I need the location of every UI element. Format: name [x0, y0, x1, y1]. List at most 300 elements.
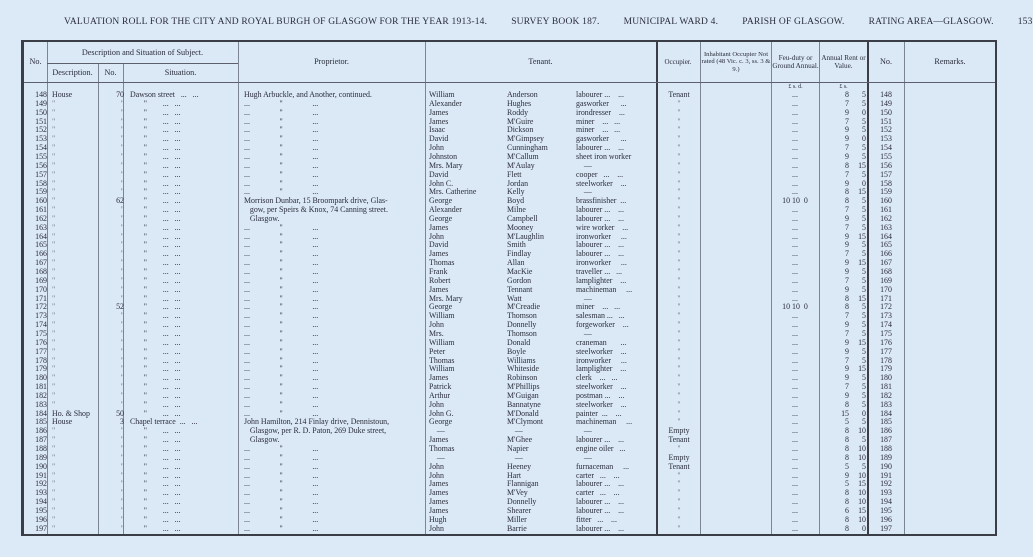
rent-pounds: 8 [845, 452, 849, 462]
rent-shillings: 15 [858, 505, 866, 515]
tenant-first-name: Hugh [429, 514, 447, 524]
row-number-right: 173 [880, 311, 892, 321]
tenant-surname: Robinson [507, 373, 538, 383]
rent-pounds: 9 [845, 134, 849, 144]
row-number: 173 [35, 311, 47, 321]
table-row [24, 347, 995, 356]
row-number-right: 178 [880, 355, 892, 365]
occupier: " [677, 134, 681, 144]
proprietor: ... " ... [244, 302, 319, 312]
feu-duty: ... [792, 293, 798, 303]
rent-pounds: 8 [845, 302, 849, 312]
feu-duty: ... [792, 125, 798, 135]
tenant-surname: Flett [507, 169, 522, 179]
rent-pounds: 6 [845, 505, 849, 515]
description: " [52, 240, 56, 250]
table-row [24, 179, 995, 188]
occupation: labourer ... ... [576, 479, 624, 489]
rent-shillings: 5 [862, 390, 866, 400]
rent-pounds: 8 [845, 187, 849, 197]
rent-pounds: 15 [841, 408, 849, 418]
rent-pounds: 7 [845, 205, 849, 215]
occupier: " [677, 116, 681, 126]
row-number: 171 [35, 293, 47, 303]
feu-duty: ... [792, 320, 798, 330]
table-row [24, 170, 995, 179]
table-row [24, 187, 995, 196]
occupier: " [677, 275, 681, 285]
tenant-surname: Barrie [507, 523, 527, 533]
description: " [52, 302, 56, 312]
proprietor: ... " ... [244, 364, 319, 374]
occupation: carter ... ... [576, 488, 620, 498]
rent-shillings: 5 [862, 240, 866, 250]
rent-shillings: 15 [858, 293, 866, 303]
proprietor: ... " ... [244, 337, 319, 347]
tenant-surname: Campbell [507, 213, 538, 223]
occupier: " [677, 417, 681, 427]
rent-shillings: 5 [862, 346, 866, 356]
feu-duty: ... [792, 160, 798, 170]
proprietor: ... " ... [244, 240, 319, 250]
rent-shillings: 5 [862, 382, 866, 392]
rent-pounds: 5 [845, 461, 849, 471]
situation: " ... ... [130, 505, 181, 515]
situation: " ... ... [130, 205, 181, 215]
tenant-surname: Milne [507, 205, 526, 215]
occupation: miner ... ... [576, 125, 621, 135]
house-number: " [120, 240, 124, 250]
row-number-right: 182 [880, 390, 892, 400]
row-number: 151 [35, 116, 47, 126]
tenant-first-name: Isaac [429, 125, 446, 135]
feu-duty: ... [792, 382, 798, 392]
table-row [24, 426, 995, 435]
situation: " ... ... [130, 373, 181, 383]
proprietor: ... " ... [244, 169, 319, 179]
occupation: clerk ... ... [576, 373, 618, 383]
house-number: " [120, 435, 124, 445]
table-row [24, 515, 995, 524]
row-number: 189 [35, 452, 47, 462]
situation: " ... ... [130, 337, 181, 347]
tenant-surname: M'Laughlin [507, 231, 544, 241]
house-number: " [120, 151, 124, 161]
row-number: 160 [35, 196, 47, 206]
tenant-surname: Hart [507, 470, 522, 480]
description: " [52, 125, 56, 135]
description: " [52, 346, 56, 356]
rent-shillings: 5 [862, 311, 866, 321]
occupation: painter ... ... [576, 408, 622, 418]
house-number: " [120, 160, 124, 170]
row-number: 154 [35, 143, 47, 153]
tenant-first-name: John [429, 470, 444, 480]
tenant-first-name: Mrs. Mary [429, 293, 463, 303]
rent-pounds: 9 [845, 107, 849, 117]
occupier: " [677, 390, 681, 400]
table-row [24, 223, 995, 232]
occupation: — [576, 328, 592, 338]
occupier: " [677, 178, 681, 188]
row-number: 155 [35, 151, 47, 161]
tenant-surname: Flannigan [507, 479, 539, 489]
proprietor: ... " ... [244, 143, 319, 153]
occupier: " [677, 444, 681, 453]
occupation: furnaceman ... [576, 461, 630, 471]
occupation: ironworker ... [576, 231, 627, 241]
row-number-right: 170 [880, 284, 892, 294]
table-row [24, 143, 995, 152]
occupier: " [677, 187, 681, 197]
rent-pounds: 9 [845, 284, 849, 294]
feu-duty: ... [792, 231, 798, 241]
rent-pounds: 7 [845, 328, 849, 338]
table-row [24, 435, 995, 444]
proprietor: ... " ... [244, 275, 319, 285]
rating-area: RATING AREA—GLASGOW. [868, 17, 994, 27]
occupation: engine oiler ... [576, 444, 626, 453]
situation: " ... ... [130, 249, 181, 259]
situation: " ... ... [130, 275, 181, 285]
tenant-surname: M'Guigan [507, 390, 539, 400]
tenant-surname: Donnelly [507, 320, 537, 330]
occupier: " [677, 505, 681, 515]
tenant-surname: Kelly [507, 187, 525, 197]
occupation: labourer ... ... [576, 505, 624, 515]
house-number: " [120, 284, 124, 294]
row-number: 157 [35, 169, 47, 179]
rent-shillings: 5 [862, 355, 866, 365]
proprietor: gow, per Speirs & Knox, 74 Canning street. [244, 205, 388, 215]
feu-duty: ... [792, 523, 798, 533]
situation: " ... ... [130, 284, 181, 294]
tenant-surname: Williams [507, 355, 536, 365]
occupation: steelworker ... [576, 346, 627, 356]
house-number: " [120, 505, 124, 515]
feu-duty: ... [792, 373, 798, 383]
house-number: " [120, 205, 124, 215]
description: " [52, 178, 56, 188]
row-number: 165 [35, 240, 47, 250]
house-number: " [120, 373, 124, 383]
rent-shillings: 0 [862, 134, 866, 144]
row-number: 164 [35, 231, 47, 241]
house-number: 70 [116, 90, 124, 99]
rent-pounds: 8 [845, 497, 849, 507]
situation: " ... ... [130, 435, 181, 445]
row-number: 179 [35, 364, 47, 374]
rent-pounds: 7 [845, 116, 849, 126]
occupier: " [677, 346, 681, 356]
row-number-right: 196 [880, 514, 892, 524]
rent-pounds: 9 [845, 125, 849, 135]
tenant-surname: Roddy [507, 107, 529, 117]
rent-pounds: 8 [845, 514, 849, 524]
house-number: " [120, 213, 124, 223]
occupier: Tenant [668, 435, 690, 445]
tenant-first-name: James [429, 479, 449, 489]
house-number: " [120, 444, 124, 453]
situation: Chapel terrace ... ... [130, 417, 198, 427]
description: " [52, 107, 56, 117]
proprietor: ... " ... [244, 382, 319, 392]
occupier: " [677, 125, 681, 135]
tenant-surname: MacKie [507, 267, 533, 276]
occupier: " [677, 98, 681, 108]
occupier: " [677, 399, 681, 409]
tenant-first-name: Alexander [429, 98, 462, 108]
table-row [24, 125, 995, 134]
row-number-right: 180 [880, 373, 892, 383]
rent-pounds: 8 [845, 399, 849, 409]
row-number-right: 192 [880, 479, 892, 489]
row-number: 195 [35, 505, 47, 515]
tenant-first-name: George [429, 417, 453, 427]
tenant-surname: Anderson [507, 90, 538, 99]
description: " [52, 213, 56, 223]
row-number: 188 [35, 444, 47, 453]
header-proprietor: Proprietor. [314, 57, 349, 67]
tenant-surname: Shearer [507, 505, 532, 515]
occupier: " [677, 479, 681, 489]
situation: " ... ... [130, 461, 181, 471]
row-number-right: 197 [880, 523, 892, 533]
proprietor: ... " ... [244, 399, 319, 409]
house-number: " [120, 346, 124, 356]
tenant-first-name: James [429, 497, 449, 507]
description: " [52, 293, 56, 303]
occupation: carter ... ... [576, 470, 620, 480]
table-row [24, 276, 995, 285]
tenant-surname: Findlay [507, 249, 532, 259]
rent-shillings: 10 [858, 426, 866, 436]
description: " [52, 258, 56, 268]
proprietor: ... " ... [244, 134, 319, 144]
tenant-surname: Boyd [507, 196, 525, 206]
situation: " ... ... [130, 187, 181, 197]
description: " [52, 222, 56, 232]
parish: PARISH OF GLASGOW. [742, 17, 845, 27]
proprietor: ... " ... [244, 390, 319, 400]
row-number-right: 159 [880, 187, 892, 197]
house-number: " [120, 187, 124, 197]
situation: " ... ... [130, 390, 181, 400]
occupation: miner ... ... [576, 116, 621, 126]
table-row [24, 134, 995, 143]
feu-duty: ... [792, 461, 798, 471]
proprietor: ... " ... [244, 187, 319, 197]
tenant-surname: Mooney [507, 222, 534, 232]
table-row [24, 391, 995, 400]
row-number: 183 [35, 399, 47, 409]
occupier: " [677, 328, 681, 338]
tenant-first-name: James [429, 505, 449, 515]
description: " [52, 320, 56, 330]
table-row [24, 417, 995, 426]
proprietor: ... " ... [244, 444, 319, 453]
tenant-surname: M'Clymont [507, 417, 544, 427]
table-row [24, 311, 995, 320]
table-row [24, 488, 995, 497]
row-number-right: 154 [880, 143, 892, 153]
rent-shillings: 10 [858, 470, 866, 480]
feu-duty: ... [792, 275, 798, 285]
situation: " ... ... [130, 444, 181, 453]
table-row [24, 285, 995, 294]
description: " [52, 205, 56, 215]
rent-shillings: 0 [862, 523, 866, 533]
proprietor: ... " ... [244, 231, 319, 241]
header-tenant: Tenant. [528, 57, 553, 67]
table-row [24, 267, 995, 276]
house-number: " [120, 178, 124, 188]
rent-shillings: 5 [862, 461, 866, 471]
description: " [52, 249, 56, 259]
row-number-right: 195 [880, 505, 892, 515]
table-row [24, 506, 995, 515]
row-number-right: 152 [880, 125, 892, 135]
row-number-right: 164 [880, 231, 892, 241]
occupation: ironworker ... [576, 258, 627, 268]
description: " [52, 461, 56, 471]
tenant-surname: M'Ghee [507, 435, 533, 445]
row-number: 178 [35, 355, 47, 365]
header-description: Description. [52, 67, 93, 77]
row-number-right: 150 [880, 107, 892, 117]
feu-duty: ... [792, 116, 798, 126]
table-row [24, 356, 995, 365]
rent-shillings: 15 [858, 479, 866, 489]
occupation: — [576, 293, 592, 303]
house-number: " [120, 311, 124, 321]
occupation: sheet iron worker [576, 151, 632, 161]
tenant-surname: M'Callum [507, 151, 539, 161]
description: " [52, 426, 56, 436]
feu-duty: 10 10 0 [782, 196, 808, 206]
rent-pounds: 5 [845, 417, 849, 427]
situation: " ... ... [130, 151, 181, 161]
rent-pounds: 8 [845, 160, 849, 170]
row-number-right: 188 [880, 444, 892, 453]
proprietor: John Hamilton, 214 Finlay drive, Dennistoun, [244, 417, 390, 427]
feu-duty: ... [792, 514, 798, 524]
situation: " ... ... [130, 497, 181, 507]
row-number-right: 162 [880, 213, 892, 223]
description: " [52, 452, 56, 462]
occupier: " [677, 293, 681, 303]
tenant-first-name: David [429, 134, 449, 144]
situation: " ... ... [130, 258, 181, 268]
rent-shillings: 5 [862, 125, 866, 135]
tenant-surname: Donald [507, 337, 531, 347]
proprietor: ... " ... [244, 514, 319, 524]
row-number-right: 158 [880, 178, 892, 188]
rent-shillings: 5 [862, 320, 866, 330]
table-row [24, 320, 995, 329]
tenant-surname: Miller [507, 514, 527, 524]
house-number: " [120, 275, 124, 285]
house-number: 52 [116, 302, 124, 312]
feu-duty: ... [792, 426, 798, 436]
situation: " ... ... [130, 302, 181, 312]
house-number: " [120, 488, 124, 498]
rent-pounds: 9 [845, 258, 849, 268]
rent-shillings: 5 [862, 275, 866, 285]
proprietor: ... " ... [244, 523, 319, 533]
row-number: 162 [35, 213, 47, 223]
tenant-first-name: George [429, 302, 453, 312]
situation: " ... ... [130, 267, 181, 276]
row-number: 166 [35, 249, 47, 259]
situation: " ... ... [130, 293, 181, 303]
survey-book: SURVEY BOOK 187. [511, 17, 600, 27]
row-number: 148 [35, 90, 47, 99]
rent-shillings: 15 [858, 258, 866, 268]
tenant-surname: Heeney [507, 461, 532, 471]
proprietor: ... " ... [244, 328, 319, 338]
rent-shillings: 10 [858, 452, 866, 462]
description: " [52, 470, 56, 480]
feu-duty: 10 10 0 [782, 302, 808, 312]
feu-duty: ... [792, 178, 798, 188]
table-row [24, 152, 995, 161]
feu-duty: ... [792, 505, 798, 515]
row-number-right: 194 [880, 497, 892, 507]
feu-duty: ... [792, 98, 798, 108]
occupier: " [677, 169, 681, 179]
house-number: " [120, 382, 124, 392]
house-number: " [120, 461, 124, 471]
municipal-ward: MUNICIPAL WARD 4. [623, 17, 719, 27]
rent-shillings: 5 [862, 98, 866, 108]
situation: " ... ... [130, 196, 181, 206]
house-number: " [120, 470, 124, 480]
occupation: miner ... ... [576, 302, 621, 312]
feu-duty: ... [792, 205, 798, 215]
occupation: — [576, 187, 592, 197]
feu-duty: ... [792, 284, 798, 294]
description: Ho. & Shop [52, 408, 90, 418]
rent-shillings: 5 [862, 222, 866, 232]
tenant-surname: Tennant [507, 284, 533, 294]
tenant-surname: Watt [507, 293, 522, 303]
occupier: " [677, 382, 681, 392]
rent-pounds: 5 [845, 479, 849, 489]
occupier: " [677, 107, 681, 117]
row-number-right: 168 [880, 267, 892, 276]
row-number: 190 [35, 461, 47, 471]
description: " [52, 98, 56, 108]
house-number: " [120, 523, 124, 533]
situation: " ... ... [130, 169, 181, 179]
occupier: Tenant [668, 461, 690, 471]
row-number-right: 186 [880, 426, 892, 436]
rent-shillings: 5 [862, 373, 866, 383]
row-number-right: 177 [880, 346, 892, 356]
proprietor: ... " ... [244, 479, 319, 489]
tenant-first-name: Patrick [429, 382, 452, 392]
row-number: 150 [35, 107, 47, 117]
house-number: 50 [116, 408, 124, 418]
rent-pounds: 9 [845, 267, 849, 276]
house-number: 62 [116, 196, 124, 206]
occupier: " [677, 240, 681, 250]
row-number-right: 151 [880, 116, 892, 126]
table-row [24, 117, 995, 126]
tenant-first-name: Thomas [429, 355, 455, 365]
situation: " ... ... [130, 346, 181, 356]
